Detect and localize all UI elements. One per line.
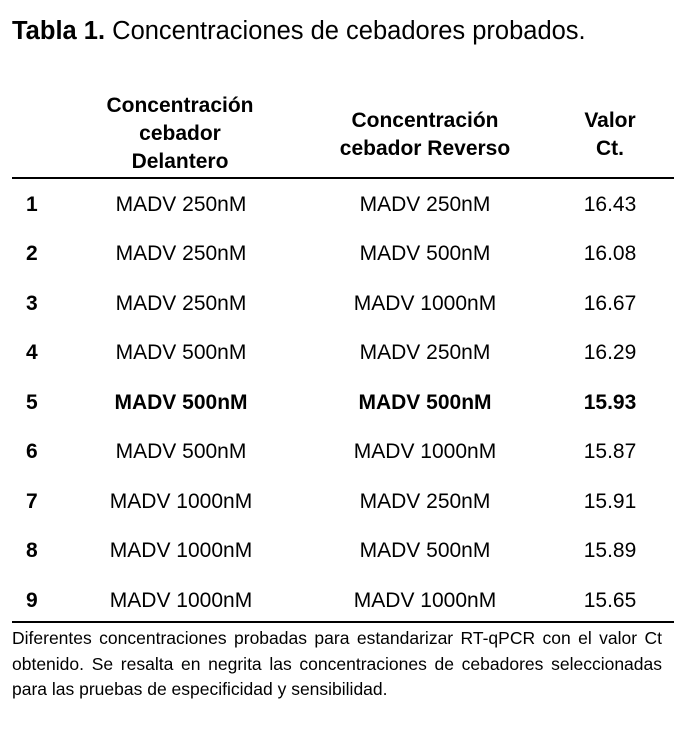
table-body bbox=[12, 180, 674, 626]
table-row bbox=[12, 378, 674, 428]
header-forward-line: cebador bbox=[139, 122, 221, 145]
footer-rule bbox=[12, 621, 674, 623]
header-ct-line: Valor bbox=[584, 109, 636, 132]
forward-concentration: MADV 1000nM bbox=[109, 539, 253, 563]
table-row bbox=[12, 428, 674, 478]
table-row bbox=[12, 477, 674, 527]
reverse-concentration: MADV 250nM bbox=[359, 341, 491, 365]
ct-value: 15.65 bbox=[583, 588, 637, 612]
reverse-concentration: MADV 500nM bbox=[358, 390, 492, 414]
ct-value: 15.89 bbox=[583, 539, 637, 563]
reverse-concentration: MADV 500nM bbox=[359, 539, 491, 563]
row-number: 9 bbox=[26, 588, 38, 612]
forward-concentration: MADV 500nM bbox=[115, 440, 247, 464]
reverse-concentration: MADV 250nM bbox=[359, 489, 491, 513]
header-rule bbox=[12, 177, 674, 179]
header-reverse-line: cebador Reverso bbox=[339, 137, 511, 160]
ct-value: 16.29 bbox=[583, 341, 637, 365]
ct-value: 15.91 bbox=[583, 489, 637, 513]
ct-value: 15.93 bbox=[583, 390, 637, 414]
row-number: 8 bbox=[26, 539, 38, 563]
table-row bbox=[12, 230, 674, 280]
table-footnote: Diferentes concentraciones probadas para estandarizar RT-qPCR con el valor Ct obtenido. Se resalta en negrita las concentraciones de cebadores seleccionadas para las pruebas de especificidad y sensibilidad. bbox=[12, 628, 662, 699]
table-number: Tabla 1. bbox=[12, 17, 106, 45]
reverse-concentration: MADV 1000nM bbox=[353, 291, 497, 315]
row-number: 7 bbox=[26, 489, 38, 513]
table-row bbox=[12, 329, 674, 379]
row-number: 5 bbox=[26, 390, 38, 414]
header-ct-line: Ct. bbox=[596, 137, 624, 160]
ct-value: 16.08 bbox=[583, 242, 637, 266]
header-forward-line: Delantero bbox=[131, 150, 229, 173]
table-caption: Concentraciones de cebadores probados. bbox=[112, 17, 586, 45]
row-number: 4 bbox=[26, 341, 38, 365]
table-title bbox=[12, 14, 586, 48]
forward-concentration: MADV 250nM bbox=[115, 242, 247, 266]
forward-concentration: MADV 1000nM bbox=[109, 489, 253, 513]
reverse-concentration: MADV 250nM bbox=[359, 192, 491, 216]
row-number: 1 bbox=[26, 192, 38, 216]
forward-concentration: MADV 500nM bbox=[115, 341, 247, 365]
reverse-concentration: MADV 1000nM bbox=[353, 588, 497, 612]
header-forward-line: Concentración bbox=[106, 94, 254, 117]
row-number: 6 bbox=[26, 440, 38, 464]
header-ct-value bbox=[560, 107, 660, 163]
table-row bbox=[12, 527, 674, 577]
table-row bbox=[12, 279, 674, 329]
ct-value: 16.67 bbox=[583, 291, 637, 315]
header-forward-primer bbox=[90, 92, 270, 176]
header-reverse-primer bbox=[312, 107, 538, 163]
reverse-concentration: MADV 1000nM bbox=[353, 440, 497, 464]
ct-value: 16.43 bbox=[583, 192, 637, 216]
table-row bbox=[12, 180, 674, 230]
table-row bbox=[12, 576, 674, 626]
reverse-concentration: MADV 500nM bbox=[359, 242, 491, 266]
row-number: 3 bbox=[26, 291, 38, 315]
forward-concentration: MADV 500nM bbox=[114, 390, 248, 414]
row-number: 2 bbox=[26, 242, 38, 266]
header-reverse-line: Concentración bbox=[351, 109, 499, 132]
forward-concentration: MADV 1000nM bbox=[109, 588, 253, 612]
forward-concentration: MADV 250nM bbox=[115, 291, 247, 315]
forward-concentration: MADV 250nM bbox=[115, 192, 247, 216]
ct-value: 15.87 bbox=[583, 440, 637, 464]
